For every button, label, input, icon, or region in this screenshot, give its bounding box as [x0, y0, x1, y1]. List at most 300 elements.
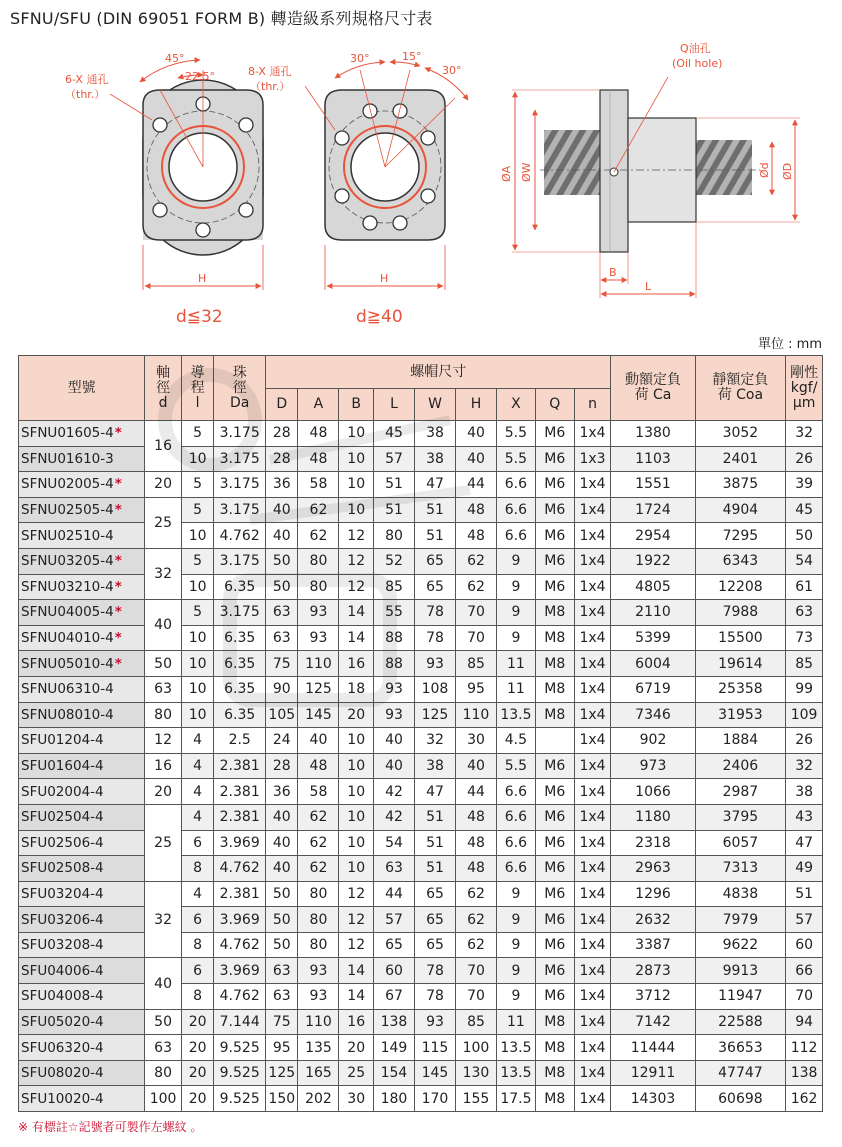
nut-n-cell: 1x4 [574, 1086, 611, 1112]
nut-h-cell: 95 [455, 676, 496, 702]
nut-h-cell: 85 [455, 1009, 496, 1035]
nut-q-cell: M8 [535, 1060, 574, 1086]
nut-h-cell: 48 [455, 523, 496, 549]
rigidity-cell: 63 [786, 600, 823, 626]
static-load-cell: 4838 [695, 881, 786, 907]
model-name: SFU10020-4 [21, 1090, 104, 1107]
nut-n-cell: 1x3 [574, 446, 611, 472]
nut-a-cell: 93 [298, 958, 339, 984]
left-thread-star-icon: * [114, 425, 122, 442]
d-ge-40-label: d≧40 [356, 307, 403, 327]
table-row [19, 804, 823, 830]
static-load-cell: 12208 [695, 574, 786, 600]
nut-d-cell: 28 [266, 446, 298, 472]
model-name: SFNU04005-4 [21, 604, 114, 621]
model-name: SFNU02005-4 [21, 476, 114, 493]
model-cell [19, 856, 145, 882]
nut-h-cell: 62 [455, 574, 496, 600]
shaft-diameter-cell: 20 [145, 779, 182, 805]
dynamic-load-cell: 1380 [611, 421, 695, 447]
nut-l-cell: 57 [373, 446, 414, 472]
nut-h-cell: 48 [455, 830, 496, 856]
nut-x-cell: 6.6 [496, 856, 535, 882]
model-cell [19, 728, 145, 754]
nut-w-cell: 108 [414, 676, 455, 702]
nut-n-cell: 1x4 [574, 932, 611, 958]
nut-h-cell: 44 [455, 472, 496, 498]
model-name: SFU02506-4 [21, 834, 104, 851]
nut-b-cell: 12 [339, 907, 374, 933]
dynamic-load-cell: 2963 [611, 856, 695, 882]
model-cell [19, 1086, 145, 1112]
nut-l-cell: 51 [373, 472, 414, 498]
shaft-diameter-cell: 20 [145, 472, 182, 498]
static-load-cell: 2406 [695, 753, 786, 779]
nut-q-cell: M6 [535, 753, 574, 779]
ball-diameter-cell: 4.762 [214, 932, 266, 958]
ball-diameter-cell: 9.525 [214, 1060, 266, 1086]
nut-x-cell: 11 [496, 651, 535, 677]
static-load-cell: 15500 [695, 625, 786, 651]
nut-d-cell: 36 [266, 779, 298, 805]
ball-diameter-cell: 2.381 [214, 779, 266, 805]
ball-diameter-cell: 3.969 [214, 907, 266, 933]
static-load-cell: 36653 [695, 1035, 786, 1061]
nut-b-cell: 12 [339, 523, 374, 549]
nut-b-cell: 14 [339, 984, 374, 1010]
static-load-cell: 9913 [695, 958, 786, 984]
nut-col-header-n: n [574, 389, 611, 421]
ball-diameter-cell: 3.175 [214, 421, 266, 447]
model-cell [19, 1060, 145, 1086]
nut-x-cell: 11 [496, 676, 535, 702]
rigidity-cell: 66 [786, 958, 823, 984]
nut-q-cell: M6 [535, 548, 574, 574]
nut-n-cell: 1x4 [574, 523, 611, 549]
lead-cell: 6 [181, 830, 213, 856]
static-load-cell: 25358 [695, 676, 786, 702]
nut-a-cell: 48 [298, 421, 339, 447]
ball-diameter-cell: 3.175 [214, 497, 266, 523]
lead-cell: 10 [181, 446, 213, 472]
rigidity-cell: 32 [786, 753, 823, 779]
left-thread-star-icon: * [114, 655, 122, 672]
nut-l-cell: 52 [373, 548, 414, 574]
model-name: SFNU01610-3 [21, 450, 114, 467]
nut-x-cell: 9 [496, 881, 535, 907]
nut-w-cell: 51 [414, 497, 455, 523]
lead-cell: 4 [181, 881, 213, 907]
nut-n-cell: 1x4 [574, 574, 611, 600]
nut-n-cell: 1x4 [574, 830, 611, 856]
nut-d-cell: 63 [266, 625, 298, 651]
rigidity-cell: 39 [786, 472, 823, 498]
rigidity-header: 剛性 kgf/ μm [786, 356, 823, 421]
lead-cell: 20 [181, 1060, 213, 1086]
model-name: SFNU02510-4 [21, 527, 114, 544]
nut-b-cell: 10 [339, 446, 374, 472]
dynamic-load-cell: 2954 [611, 523, 695, 549]
nut-n-cell: 1x4 [574, 753, 611, 779]
h-label-left: H [198, 272, 207, 285]
lead-cell: 4 [181, 779, 213, 805]
nut-x-cell: 13.5 [496, 1035, 535, 1061]
nut-n-cell: 1x4 [574, 804, 611, 830]
lead-cell: 10 [181, 676, 213, 702]
nut-a-cell: 62 [298, 523, 339, 549]
lead-cell: 5 [181, 497, 213, 523]
nut-q-cell: M8 [535, 651, 574, 677]
lead-cell: 10 [181, 625, 213, 651]
rigidity-cell: 85 [786, 651, 823, 677]
rigidity-cell: 32 [786, 421, 823, 447]
table-row [19, 728, 823, 754]
model-name: SFNU05010-4 [21, 655, 114, 672]
table-row [19, 932, 823, 958]
nut-w-cell: 38 [414, 446, 455, 472]
nut-h-cell: 48 [455, 804, 496, 830]
nut-l-cell: 154 [373, 1060, 414, 1086]
lead-cell: 10 [181, 702, 213, 728]
nut-x-cell: 6.6 [496, 472, 535, 498]
nut-x-cell: 9 [496, 907, 535, 933]
nut-h-cell: 30 [455, 728, 496, 754]
ball-diameter-cell: 6.35 [214, 651, 266, 677]
model-name: SFNU01605-4 [21, 425, 114, 442]
nut-n-cell: 1x4 [574, 881, 611, 907]
model-cell [19, 984, 145, 1010]
static-load-cell: 7979 [695, 907, 786, 933]
nut-w-cell: 65 [414, 907, 455, 933]
lead-cell: 8 [181, 856, 213, 882]
table-row [19, 881, 823, 907]
nut-q-cell: M6 [535, 779, 574, 805]
nut-b-cell: 14 [339, 600, 374, 626]
nut-w-cell: 51 [414, 856, 455, 882]
nut-a-cell: 125 [298, 676, 339, 702]
nut-d-cell: 40 [266, 497, 298, 523]
nut-d-cell: 50 [266, 548, 298, 574]
dynamic-load-cell: 2632 [611, 907, 695, 933]
nut-b-cell: 16 [339, 1009, 374, 1035]
nut-h-cell: 70 [455, 984, 496, 1010]
nut-l-cell: 67 [373, 984, 414, 1010]
model-name: SFU01604-4 [21, 758, 104, 775]
d-le-32-label: d≦32 [176, 307, 223, 327]
h-label-mid: H [380, 272, 389, 285]
nut-l-cell: 65 [373, 932, 414, 958]
nut-w-cell: 65 [414, 932, 455, 958]
table-row [19, 523, 823, 549]
nut-d-cell: 75 [266, 1009, 298, 1035]
nut-col-header-w: W [414, 389, 455, 421]
shaft-diameter-cell: 63 [145, 676, 182, 702]
shaft-diameter-cell: 50 [145, 651, 182, 677]
nut-a-cell: 62 [298, 856, 339, 882]
nut-n-cell: 1x4 [574, 651, 611, 677]
left-thread-star-icon: * [114, 578, 122, 595]
nut-w-cell: 78 [414, 600, 455, 626]
rigidity-cell: 99 [786, 676, 823, 702]
model-name: SFNU04010-4 [21, 630, 114, 647]
ball-diameter-cell: 3.969 [214, 958, 266, 984]
nut-a-cell: 93 [298, 600, 339, 626]
nut-l-cell: 93 [373, 676, 414, 702]
shaft-diameter-cell: 32 [145, 881, 182, 958]
model-name: SFU02508-4 [21, 860, 104, 877]
nut-h-cell: 40 [455, 446, 496, 472]
nut-w-cell: 93 [414, 651, 455, 677]
phi-D-label: ØD [781, 162, 794, 180]
nut-w-cell: 38 [414, 753, 455, 779]
nut-h-cell: 48 [455, 856, 496, 882]
ball-diameter-cell: 6.35 [214, 702, 266, 728]
nut-w-cell: 78 [414, 625, 455, 651]
nut-b-cell: 18 [339, 676, 374, 702]
ball-header: 珠 徑 Da [214, 356, 266, 421]
nut-n-cell: 1x4 [574, 779, 611, 805]
nut-h-cell: 62 [455, 881, 496, 907]
nut-a-cell: 58 [298, 779, 339, 805]
static-load-cell: 6057 [695, 830, 786, 856]
rigidity-cell: 138 [786, 1060, 823, 1086]
nut-b-cell: 25 [339, 1060, 374, 1086]
nut-n-cell: 1x4 [574, 421, 611, 447]
ball-diameter-cell: 4.762 [214, 856, 266, 882]
nut-x-cell: 9 [496, 548, 535, 574]
model-name: SFU03204-4 [21, 885, 104, 902]
shaft-diameter-cell: 40 [145, 958, 182, 1009]
table-row [19, 446, 823, 472]
nut-n-cell: 1x4 [574, 728, 611, 754]
left-thread-star-icon: * [114, 502, 122, 519]
nut-x-cell: 11 [496, 1009, 535, 1035]
model-header: 型號 [19, 356, 145, 421]
nut-x-cell: 13.5 [496, 1060, 535, 1086]
model-cell [19, 625, 145, 651]
ball-diameter-cell: 3.969 [214, 830, 266, 856]
nut-b-cell: 10 [339, 753, 374, 779]
shaft-diameter-cell: 100 [145, 1086, 182, 1112]
dynamic-load-cell: 2873 [611, 958, 695, 984]
shaft-diameter-cell: 25 [145, 497, 182, 548]
nut-b-cell: 10 [339, 497, 374, 523]
model-cell [19, 446, 145, 472]
nut-d-cell: 150 [266, 1086, 298, 1112]
nut-l-cell: 55 [373, 600, 414, 626]
static-load-cell: 60698 [695, 1086, 786, 1112]
nut-col-header-h: H [455, 389, 496, 421]
nut-h-cell: 40 [455, 753, 496, 779]
nut-d-cell: 63 [266, 600, 298, 626]
angle-15-label: 15° [402, 50, 422, 63]
nut-a-cell: 48 [298, 446, 339, 472]
label-thr-mid: （thr.） [250, 80, 291, 93]
nut-x-cell: 9 [496, 958, 535, 984]
table-row [19, 472, 823, 498]
ball-diameter-cell: 6.35 [214, 625, 266, 651]
nut-d-cell: 40 [266, 523, 298, 549]
model-cell [19, 907, 145, 933]
table-row [19, 1086, 823, 1112]
angle-30b-label: 30° [442, 64, 462, 77]
nut-a-cell: 80 [298, 548, 339, 574]
model-name: SFNU03210-4 [21, 578, 114, 595]
nut-h-cell: 62 [455, 907, 496, 933]
nut-w-cell: 115 [414, 1035, 455, 1061]
lead-cell: 20 [181, 1009, 213, 1035]
lead-cell: 20 [181, 1086, 213, 1112]
nut-w-cell: 51 [414, 804, 455, 830]
nut-n-cell: 1x4 [574, 472, 611, 498]
nut-a-cell: 145 [298, 702, 339, 728]
nut-d-cell: 36 [266, 472, 298, 498]
nut-h-cell: 70 [455, 600, 496, 626]
nut-n-cell: 1x4 [574, 1035, 611, 1061]
nut-n-cell: 1x4 [574, 958, 611, 984]
nut-w-cell: 145 [414, 1060, 455, 1086]
rigidity-cell: 45 [786, 497, 823, 523]
static-load-header: 靜額定負 荷 Coa [695, 356, 786, 421]
nut-l-cell: 138 [373, 1009, 414, 1035]
nut-x-cell: 6.6 [496, 497, 535, 523]
nut-b-cell: 12 [339, 574, 374, 600]
table-row [19, 830, 823, 856]
nut-h-cell: 70 [455, 958, 496, 984]
nut-w-cell: 65 [414, 574, 455, 600]
nut-a-cell: 62 [298, 804, 339, 830]
model-name: SFU05020-4 [21, 1013, 104, 1030]
nut-q-cell: M6 [535, 574, 574, 600]
nut-w-cell: 32 [414, 728, 455, 754]
static-load-cell: 47747 [695, 1060, 786, 1086]
nut-x-cell: 6.6 [496, 804, 535, 830]
nut-x-cell: 9 [496, 932, 535, 958]
nut-b-cell: 10 [339, 472, 374, 498]
table-row [19, 421, 823, 447]
rigidity-cell: 54 [786, 548, 823, 574]
nut-n-cell: 1x4 [574, 984, 611, 1010]
model-cell [19, 932, 145, 958]
nut-d-cell: 50 [266, 574, 298, 600]
nut-h-cell: 110 [455, 702, 496, 728]
nut-b-cell: 14 [339, 958, 374, 984]
nut-l-cell: 44 [373, 881, 414, 907]
model-cell [19, 497, 145, 523]
nut-d-cell: 63 [266, 984, 298, 1010]
nut-b-cell: 12 [339, 548, 374, 574]
rigidity-cell: 60 [786, 932, 823, 958]
rigidity-cell: 51 [786, 881, 823, 907]
nut-col-header-l: L [373, 389, 414, 421]
nut-l-cell: 85 [373, 574, 414, 600]
model-name: SFU04008-4 [21, 988, 104, 1005]
table-row [19, 1009, 823, 1035]
dynamic-load-cell: 7346 [611, 702, 695, 728]
nut-b-cell: 14 [339, 625, 374, 651]
left-thread-star-icon: * [114, 630, 122, 647]
model-name: SFU02004-4 [21, 783, 104, 800]
nut-x-cell: 17.5 [496, 1086, 535, 1112]
nut-h-cell: 40 [455, 421, 496, 447]
static-load-cell: 3052 [695, 421, 786, 447]
angle-30a-label: 30° [350, 52, 370, 65]
nut-q-cell: M6 [535, 881, 574, 907]
model-cell [19, 1035, 145, 1061]
dynamic-load-cell: 1551 [611, 472, 695, 498]
phi-a-label: ØA [500, 165, 513, 182]
nut-x-cell: 5.5 [496, 421, 535, 447]
nut-x-cell: 6.6 [496, 779, 535, 805]
dynamic-load-cell: 6004 [611, 651, 695, 677]
nut-a-cell: 80 [298, 881, 339, 907]
model-name: SFNU02505-4 [21, 502, 114, 519]
nut-b-cell: 16 [339, 651, 374, 677]
technical-drawing [0, 30, 842, 330]
nut-a-cell: 40 [298, 728, 339, 754]
ball-diameter-cell: 6.35 [214, 574, 266, 600]
nut-w-cell: 65 [414, 548, 455, 574]
nut-a-cell: 80 [298, 907, 339, 933]
nut-n-cell: 1x4 [574, 497, 611, 523]
dynamic-load-header: 動額定負 荷 Ca [611, 356, 695, 421]
nut-x-cell: 9 [496, 574, 535, 600]
nut-n-cell: 1x4 [574, 548, 611, 574]
nut-h-cell: 155 [455, 1086, 496, 1112]
table-row [19, 856, 823, 882]
rigidity-cell: 47 [786, 830, 823, 856]
lead-cell: 5 [181, 421, 213, 447]
lead-cell: 6 [181, 907, 213, 933]
rigidity-cell: 61 [786, 574, 823, 600]
model-cell [19, 472, 145, 498]
static-load-cell: 7313 [695, 856, 786, 882]
model-name: SFU06320-4 [21, 1039, 104, 1056]
shaft-diameter-cell: 16 [145, 421, 182, 472]
nut-l-cell: 57 [373, 907, 414, 933]
nut-h-cell: 85 [455, 651, 496, 677]
nut-b-cell: 10 [339, 779, 374, 805]
phi-d-label: Ød [758, 162, 771, 178]
model-cell [19, 574, 145, 600]
nut-a-cell: 62 [298, 830, 339, 856]
dynamic-load-cell: 973 [611, 753, 695, 779]
nut-l-cell: 42 [373, 779, 414, 805]
lead-header: 導 程 l [181, 356, 213, 421]
nut-a-cell: 165 [298, 1060, 339, 1086]
dynamic-load-cell: 7142 [611, 1009, 695, 1035]
shaft-diameter-cell: 16 [145, 753, 182, 779]
nut-b-cell: 10 [339, 830, 374, 856]
nut-d-cell: 105 [266, 702, 298, 728]
nut-q-cell: M6 [535, 804, 574, 830]
dynamic-load-cell: 1103 [611, 446, 695, 472]
nut-q-cell: M8 [535, 625, 574, 651]
nut-d-cell: 40 [266, 804, 298, 830]
nut-l-cell: 45 [373, 421, 414, 447]
nut-a-cell: 93 [298, 984, 339, 1010]
nut-w-cell: 78 [414, 984, 455, 1010]
nut-l-cell: 63 [373, 856, 414, 882]
nut-b-cell: 10 [339, 728, 374, 754]
rigidity-cell: 162 [786, 1086, 823, 1112]
nut-d-cell: 28 [266, 421, 298, 447]
nut-h-cell: 100 [455, 1035, 496, 1061]
ball-diameter-cell: 2.5 [214, 728, 266, 754]
footnote: ※ 有標註☆記號者可製作左螺紋 。 [18, 1120, 203, 1134]
model-cell [19, 523, 145, 549]
ball-diameter-cell: 6.35 [214, 676, 266, 702]
